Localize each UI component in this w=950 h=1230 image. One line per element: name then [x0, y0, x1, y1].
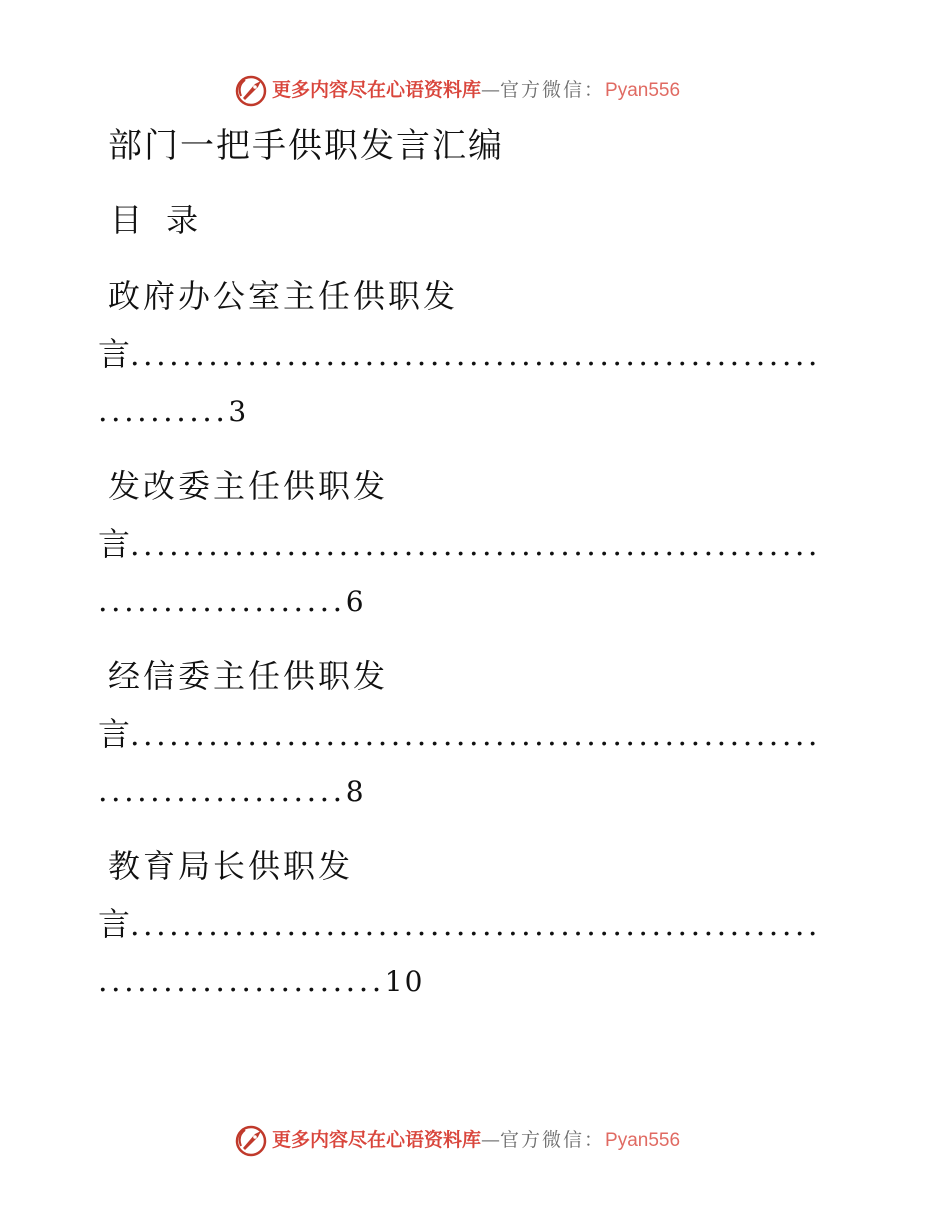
toc-entry-leader-line	[98, 712, 858, 756]
watermark-wechat-label: 官方微信：	[500, 1129, 606, 1151]
toc-entry[interactable]	[0, 464, 950, 654]
watermark-slogan: 更多内容尽在心语资料库	[272, 1129, 482, 1151]
toc-leader-dots: ...................	[98, 584, 346, 619]
toc-entry-page-line	[98, 580, 366, 624]
toc-entry-title-end: 言	[98, 715, 131, 753]
toc-leader-dots: .....................................................	[130, 528, 821, 563]
watermark-dash: —	[481, 1129, 501, 1151]
pen-nib-circle-icon	[233, 72, 269, 108]
watermark-text	[272, 78, 680, 103]
toc-heading: 目 录	[110, 201, 199, 239]
toc-entry-page-line	[98, 770, 366, 814]
watermark-slogan: 更多内容尽在心语资料库	[272, 79, 482, 101]
toc-leader-dots: .....................................................	[130, 338, 821, 373]
toc-entry-leader-line	[98, 902, 858, 946]
toc-page-number: 10	[384, 965, 425, 998]
toc-entry-title: 经信委主任供职发	[108, 657, 389, 695]
toc-leader-dots: ......................	[98, 964, 385, 999]
toc-leader-dots: .....................................................	[130, 718, 821, 753]
toc-entry-title: 政府办公室主任供职发	[108, 277, 459, 315]
toc-entry-page-line	[98, 390, 248, 434]
watermark-text	[272, 1128, 680, 1153]
watermark-account: Pyan556	[605, 80, 681, 101]
watermark-wechat-label: 官方微信：	[500, 79, 606, 101]
toc-entry-leader-line	[98, 332, 858, 376]
toc-entry[interactable]	[0, 274, 950, 464]
document-title: 部门一把手供职发言汇编	[108, 126, 504, 166]
toc-leader-dots: .....................................................	[130, 908, 821, 943]
toc-page-number: 3	[228, 395, 249, 428]
toc-entry-leader-line	[98, 522, 858, 566]
watermark-account: Pyan556	[605, 1130, 681, 1151]
toc-entry-title: 教育局长供职发	[108, 847, 354, 885]
toc-page-number: 8	[345, 775, 366, 808]
toc-entry-title-end: 言	[98, 525, 131, 563]
toc-leader-dots: ..........	[98, 394, 229, 429]
watermark-dash: —	[481, 79, 501, 101]
toc-leader-dots: ...................	[98, 774, 346, 809]
header-watermark	[0, 70, 950, 110]
toc-entry[interactable]	[0, 844, 950, 1034]
pen-nib-circle-icon	[233, 1122, 269, 1158]
toc-page-number: 6	[345, 585, 366, 618]
toc-entry-title: 发改委主任供职发	[108, 467, 389, 505]
toc-entry-title-end: 言	[98, 335, 131, 373]
toc-entry[interactable]	[0, 654, 950, 844]
toc-entry-page-line	[98, 960, 424, 1004]
toc-entry-title-end: 言	[98, 905, 131, 943]
footer-watermark	[0, 1120, 950, 1160]
